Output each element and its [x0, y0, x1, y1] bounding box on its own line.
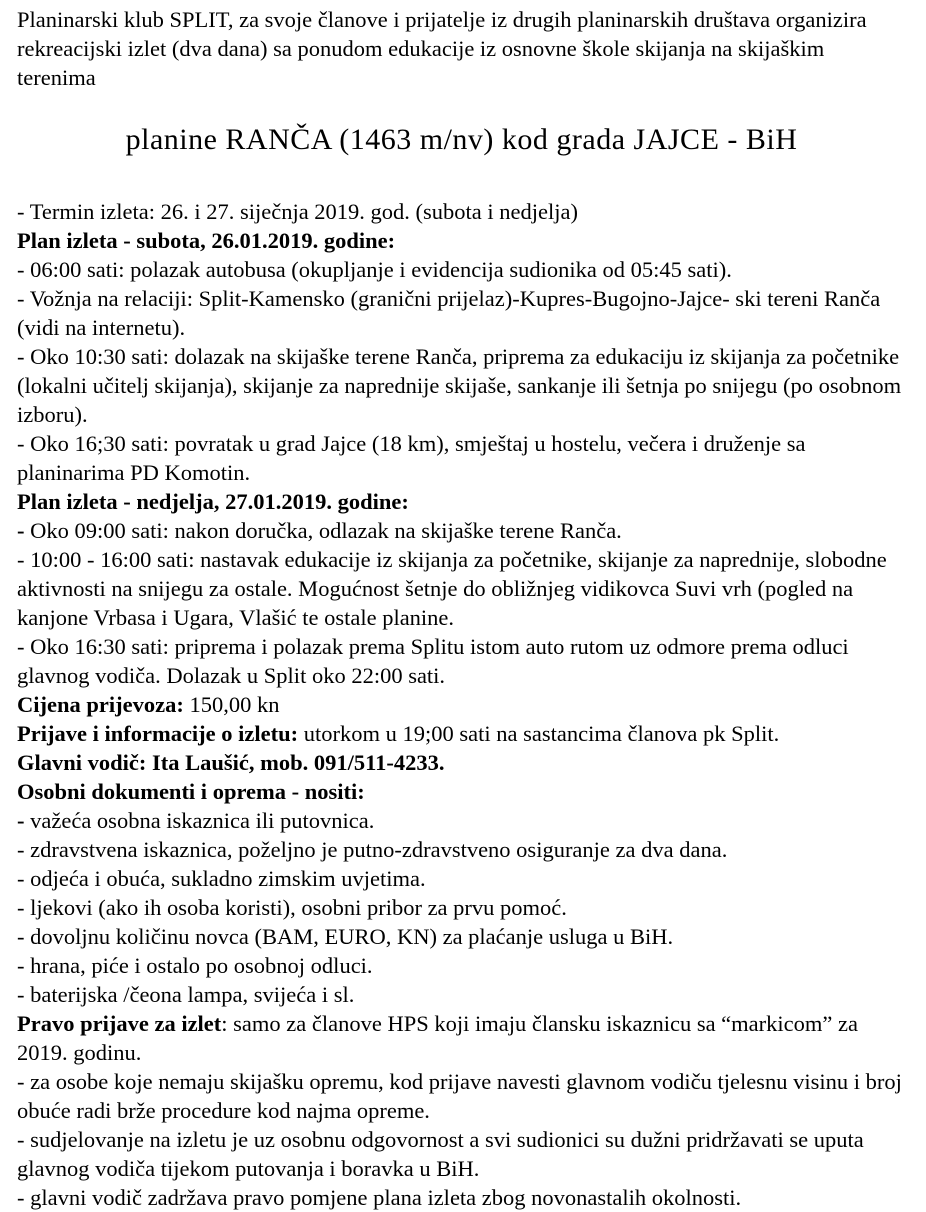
intro-paragraph: Planinarski klub SPLIT, za svoje članove i prijatelje iz drugih planinarskih društava organizira rekreacijski izlet (dva dana) sa ponudom edukacije iz osnovne škole skijanja na skijaškim terenima: [17, 7, 867, 90]
text-run: - Oko 16;30 sati: povratak u grad Jajce (18 km), smještaj u hostelu, večera i druženje sa planinarima PD Komotin.: [17, 431, 806, 485]
paragraph: [17, 1009, 906, 1067]
text-run: - 06:00 sati: polazak autobusa (okupljanje i evidencija sudionika od 05:45 sati).: [17, 257, 732, 282]
paragraph: [17, 893, 906, 922]
text-run: - za osobe koje nemaju skijašku opremu, kod prijave navesti glavnom vodiču tjelesnu visinu i broj obuće radi brže procedure kod najma opreme.: [17, 1069, 902, 1123]
paragraph: [17, 284, 906, 342]
text-run-bold: Plan izleta - nedjelja, 27.01.2019. godine:: [17, 489, 409, 514]
text-run-bold: -: [17, 808, 31, 833]
text-run: - Vožnja na relaciji: Split-Kamensko (granični prijelaz)-Kupres-Bugojno-Jajce- ski tereni Ranča (vidi na internetu).: [17, 286, 881, 340]
document-title: planine RANČA (1463 m/nv) kod grada JAJCE - BiH: [125, 123, 798, 156]
paragraph: [17, 516, 906, 545]
text-run-bold: Osobni dokumenti i oprema - nositi:: [17, 779, 365, 804]
text-run: - zdravstvena iskaznica, poželjno je putno-zdravstveno osiguranje za dva dana.: [17, 837, 728, 862]
text-run: - ljekovi (ako ih osoba koristi), osobni pribor za prvu pomoć.: [17, 895, 567, 920]
text-run: - glavni vodič zadržava pravo pomjene plana izleta zbog novonastalih okolnosti.: [17, 1185, 742, 1210]
text-run: utorkom u 19;00 sati na sastancima članova pk Split.: [298, 721, 780, 746]
text-run: - Oko 10:30 sati: dolazak na skijaške terene Ranča, priprema za edukaciju iz skijanja za početnike (lokalni učitelj skijanja), skijanje za naprednije skijaše, sankanje ili šetnja po snijegu (po osobnom izboru).: [17, 344, 902, 427]
paragraph: [17, 255, 906, 284]
paragraph: [17, 1067, 906, 1125]
paragraph: [17, 719, 906, 748]
paragraph: [17, 632, 906, 690]
paragraph: [17, 922, 906, 951]
paragraph: [17, 864, 906, 893]
text-run-bold: -: [17, 518, 31, 543]
paragraph: [17, 342, 906, 429]
text-run-bold: Plan izleta - subota, 26.01.2019. godine:: [17, 228, 396, 253]
paragraph: [17, 806, 906, 835]
text-run: - Termin izleta: 26. i 27. siječnja 2019. god. (subota i nedjelja): [17, 199, 578, 224]
paragraph: [17, 951, 906, 980]
paragraph: [17, 487, 906, 516]
text-run-bold: Glavni vodič: Ita Laušić, mob. 091/511-4233.: [17, 750, 445, 775]
paragraph: [17, 226, 906, 255]
text-run: - sudjelovanje na izletu je uz osobnu odgovornost a svi sudionici su dužni pridržavati se uputa glavnog vodiča tijekom putovanja i boravka u BiH.: [17, 1127, 864, 1181]
text-run-bold: Prijave i informacije o izletu:: [17, 721, 299, 746]
text-run: Oko 09:00 sati: nakon doručka, odlazak na skijaške terene Ranča.: [30, 518, 622, 543]
paragraph: [17, 748, 906, 777]
text-run: - baterijska /čeona lampa, svijeća i sl.: [17, 982, 355, 1007]
paragraph: [17, 835, 906, 864]
paragraph: [17, 777, 906, 806]
paragraph: [17, 980, 906, 1009]
text-run: - hrana, piće i ostalo po osobnoj odluci.: [17, 953, 373, 978]
paragraph: [17, 1183, 906, 1212]
text-run: važeća osobna iskaznica ili putovnica.: [30, 808, 375, 833]
document-body: [17, 197, 906, 1212]
text-run: - dovoljnu količinu novca (BAM, EURO, KN) za plaćanje usluga u BiH.: [17, 924, 674, 949]
text-run: - 10:00 - 16:00 sati: nastavak edukacije iz skijanja za početnike, skijanje za naprednije, slobodne aktivnosti na snijegu za ostale. Mogućnost šetnje do obližnjeg vidikovca Suvi vrh (pogled na kanjone Vrbasa i Ugara, Vlašić te ostale planine.: [17, 547, 887, 630]
paragraph: [17, 429, 906, 487]
text-run: - odjeća i obuća, sukladno zimskim uvjetima.: [17, 866, 426, 891]
paragraph: [17, 690, 906, 719]
text-run-bold: Cijena prijevoza:: [17, 692, 184, 717]
text-run-bold: Pravo prijave za izlet: [17, 1011, 222, 1036]
paragraph: [17, 1125, 906, 1183]
text-run: - Oko 16:30 sati: priprema i polazak prema Splitu istom auto rutom uz odmore prema odluci glavnog vodiča. Dolazak u Split oko 22:00 sati.: [17, 634, 849, 688]
text-run: 150,00 kn: [183, 692, 280, 717]
paragraph: [17, 545, 906, 632]
text-run: : samo za članove HPS koji imaju člansku iskaznicu sa “markicom” za 2019. godinu.: [17, 1011, 858, 1065]
paragraph: [17, 197, 906, 226]
